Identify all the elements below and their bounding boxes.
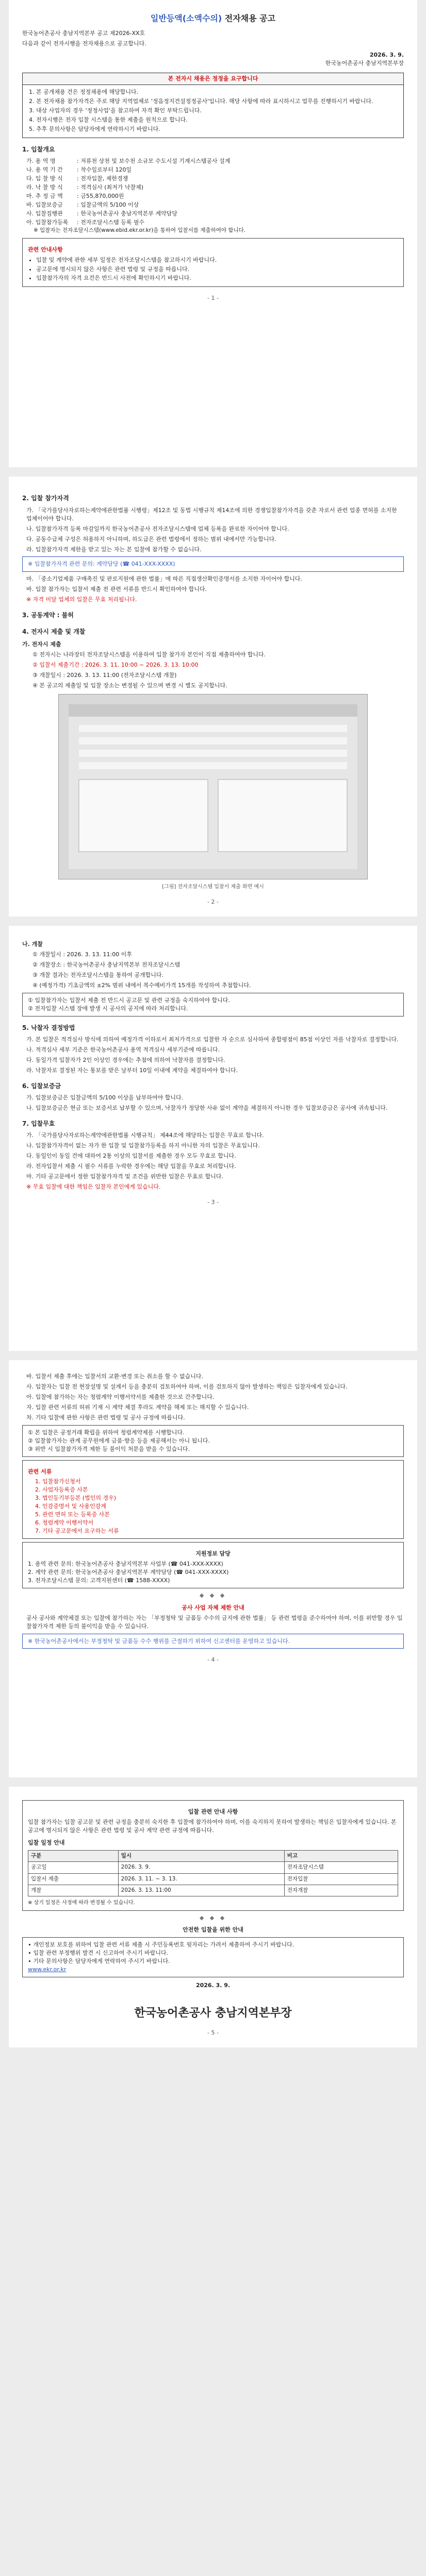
info-item: ① 본 입찰은 공정거래 확립을 위하여 청렴계약제를 시행합니다. <box>28 1429 185 1436</box>
schedule-table <box>28 1850 398 1896</box>
safety-box <box>22 1937 404 1977</box>
paragraph: 차. 기타 입찰에 관한 사항은 관련 법령 및 공사 규정에 따릅니다. <box>26 1414 185 1421</box>
bid-info-box <box>22 1800 404 1910</box>
paragraph: 라. 낙찰자로 결정된 자는 통보를 받은 날부터 10일 이내에 계약을 체결하여야 합니다. <box>26 1066 238 1074</box>
paragraph: 바. 입찰 참가자는 입찰서 제출 전 관련 서류를 반드시 확인하여야 합니다. <box>26 586 207 593</box>
section-title: 5. 낙찰자 결정방법 <box>22 1024 75 1031</box>
page-title: 일반등액(소액수의) 전자채용 공고 <box>150 13 276 23</box>
warning-title: 본 전자시 채용은 정정을 요구합니다 <box>23 73 403 85</box>
list-item: ③ 개찰일시 : 2026. 3. 13. 11:00 (전자조달시스템 개찰) <box>32 671 177 679</box>
contact-title: 지원정보 담당 <box>195 1550 231 1557</box>
screenshot-image <box>58 694 368 879</box>
paragraph: 아. 입찰에 참가하는 자는 청렴계약 이행서약서를 제출한 것으로 간주합니다. <box>26 1393 215 1400</box>
integrity-box <box>22 1425 404 1457</box>
form-illustration <box>69 704 357 869</box>
contact-item: 2. 계약 관련 문의: 한국농어촌공사 충남지역본부 계약담당 (☎ 041-XXX-XXXX) <box>28 1568 229 1575</box>
paragraph: 가. 「국가를당사자로하는계약에관한법률 시행령」제12조 및 동법 시행규칙 제14조에 의한 경쟁입찰참가자격을 갖춘 자로서 관련 업종 면허를 소지한 업체이어야 합니다. <box>26 506 397 522</box>
section-title: 7. 입찰무효 <box>22 1120 55 1128</box>
documents-title: 관련 서류 <box>28 1468 52 1475</box>
warning-line: ※ 자격 미달 업체의 입찰은 무효 처리됩니다. <box>26 596 137 603</box>
info-item: ① 입찰참가자는 입찰서 제출 전 반드시 공고문 및 관련 규정을 숙지하여야 합니다. <box>28 996 230 1004</box>
info-item: ③ 위반 시 입찰참가자격 제한 등 불이익 처분을 받을 수 있습니다. <box>28 1445 190 1452</box>
safety-item: ∙ 입찰 관련 부정행위 발견 시 신고하여 주시기 바랍니다. <box>28 1950 169 1957</box>
table-header: 구분 <box>28 1851 119 1862</box>
website-link[interactable]: www.ekr.or.kr <box>28 1966 67 1973</box>
paragraph: 라. 입찰참가자격 제한을 받고 있는 자는 본 입찰에 참가할 수 없습니다. <box>26 546 202 553</box>
warning-item: 3. 대상 사업자의 경우 '정정사업'을 참고하여 자격 확인 부탁드립니다. <box>36 107 398 115</box>
paragraph: 마. 기타 공고문에서 정한 입찰참가자격 및 조건을 위반한 입찰은 무효로 합니다. <box>26 1173 223 1180</box>
paragraph: 자. 입찰 관련 서류의 허위 기재 시 계약 체결 후라도 계약을 해제 또는 해지할 수 있습니다. <box>26 1403 249 1411</box>
info-item: ② 전자입찰 시스템 장애 발생 시 공사의 공지에 따라 처리합니다. <box>28 1005 188 1012</box>
overview-note: ※ 입찰자는 전자조달시스템(www.ebid.ekr.or.kr)을 통하여 입찰서를 제출하여야 합니다. <box>34 227 246 234</box>
table-row: 공고일 2026. 3. 9. 전자조달시스템 <box>28 1862 398 1873</box>
document-item: 2. 사업자등록증 사본 <box>35 1486 88 1494</box>
table-header: 비고 <box>284 1851 398 1862</box>
page-number: - 5 - <box>207 2029 219 2036</box>
page-number: - 1 - <box>207 295 219 302</box>
contact-box <box>22 1542 404 1588</box>
subsection-title: 나. 개찰 <box>22 941 43 948</box>
info-item: • 입찰 및 계약에 관한 세부 일정은 전자조달시스템을 참고하시기 바랍니다. <box>36 256 398 264</box>
paragraph: 가. 본 입찰은 적격심사 방식에 의하여 예정가격 이하로서 최저가격으로 입찰한 자 순으로 심사하여 종합평점이 85점 이상인 자를 낙찰자로 결정합니다. <box>26 1036 399 1043</box>
warning-item: 5. 추후 문의사항은 담당자에게 연락하시기 바랍니다. <box>36 125 398 133</box>
document-item: 4. 인감증명서 및 사용인감계 <box>35 1503 106 1510</box>
page-3 <box>9 926 417 1351</box>
page-number: - 2 - <box>207 899 219 906</box>
figure-caption: [그림] 전자조달시스템 입찰서 제출 화면 예시 <box>162 884 264 890</box>
page-number: - 4 - <box>207 1656 219 1664</box>
warning-item: 2. 본 전자채용 참가자격은 주로 해당 지역업체로 '정읍정지건설정정공사'입니다. 해당 사항에 따라 표시하시고 업무를 진행하시기 바랍니다. <box>36 97 398 106</box>
table-header: 일시 <box>118 1851 284 1862</box>
page-5 <box>9 1787 417 2047</box>
document-item: 6. 청렴계약 이행서약서 <box>35 1519 94 1527</box>
safety-item: ∙ 개인정보 보호를 위하여 입찰 관련 서류 제출 시 주민등록번호 뒷자리는 가려서 제출하여 주시기 바랍니다. <box>28 1941 294 1948</box>
paragraph: 다. 동일가격 입찰자가 2인 이상인 경우에는 추첨에 의하여 낙찰자를 결정합니다. <box>26 1056 225 1063</box>
table-row: 개찰 2026. 3. 13. 11:00 전자개찰 <box>28 1885 398 1896</box>
safety-title: 안전한 입찰을 위한 안내 <box>183 1926 243 1934</box>
paragraph: 바. 입찰서 제출 후에는 입찰서의 교환·변경 또는 취소를 할 수 없습니다. <box>26 1373 203 1380</box>
table-note: ※ 상기 일정은 사정에 따라 변경될 수 있습니다. <box>28 1900 135 1906</box>
info-item: ② 입찰참가자는 관계 공무원에게 금품·향응 등을 제공해서는 아니 됩니다. <box>28 1437 210 1444</box>
divider: ◆ ◆ ◆ <box>199 1591 227 1599</box>
section-title: 2. 입찰 참가자격 <box>22 495 69 502</box>
paragraph: 다. 동일인이 동일 건에 대하여 2통 이상의 입찰서를 제출한 경우 모두 무효로 합니다. <box>26 1153 236 1160</box>
paragraph: 공사 공사와 계약체결 또는 입찰에 참가하는 자는 「부정청탁 및 금품등 수수의 금지에 관한 법률」 등 관련 법령을 준수하여야 하며, 이를 위반할 경우 입찰참가자격 제한 등의 불이익을 받을 수 있습니다. <box>26 1614 403 1630</box>
bid-info-title: 입찰 관련 안내 사항 <box>188 1808 238 1816</box>
signature-line: 한국농어촌공사 충남지역본부장 <box>134 2007 292 2020</box>
list-item: ④ (예정가격) 기초금액의 ±2% 범위 내에서 복수예비가격 15개를 작성하여 추첨합니다. <box>32 981 251 989</box>
section-title: 3. 공동계약 : 불허 <box>22 612 74 619</box>
table-row: 입찰서 제출 2026. 3. 11. ~ 3. 13. 전자입찰 <box>28 1873 398 1885</box>
warning-list <box>23 85 403 138</box>
paragraph: 가. 입찰보증금은 입찰금액의 5/100 이상을 납부하여야 합니다. <box>26 1094 184 1101</box>
list-item: ② 입찰서 제출기간 : 2026. 3. 11. 10:00 ~ 2026. 3. 13. 10:00 <box>32 661 199 668</box>
list-item: ③ 개찰 결과는 전자조달시스템을 통하여 공개합니다. <box>32 971 163 978</box>
contact-item: 3. 전자조달시스템 문의: 고객지원센터 (☎ 1588-XXXX) <box>28 1577 170 1584</box>
document-item: 3. 법인등기부등본 (법인의 경우) <box>35 1495 117 1502</box>
warning-line: ※ 무효 입찰에 대한 책임은 입찰자 본인에게 있습니다. <box>26 1183 161 1191</box>
paragraph: 나. 입찰참가자격 등록 마감일까지 한국농어촌공사 전자조달시스템에 업체 등록을 완료한 자이어야 합니다. <box>26 525 289 532</box>
notice-intro: 다음과 같이 전자시행을 전자채용으로 공고합니다. <box>22 40 146 47</box>
section-title: 1. 입찰개요 <box>22 145 55 153</box>
paragraph: 나. 적격심사 세부 기준은 한국농어촌공사 용역 적격심사 세부기준에 따릅니다. <box>26 1046 220 1053</box>
list-item: ② 개찰장소 : 한국농어촌공사 충남지역본부 전자조달시스템 <box>32 961 181 968</box>
list-item: ④ 본 공고의 제출일 및 입찰 장소는 변경될 수 있으며 변경 시 별도 공지합니다. <box>32 682 227 689</box>
schedule-title: 입찰 일정 안내 <box>28 1839 65 1846</box>
info-box <box>22 238 404 287</box>
warning-box <box>22 73 404 138</box>
paragraph: 가. 「국가를당사자로하는계약에관한법률 시행규칙」 제44조에 해당하는 입찰은 무효로 합니다. <box>26 1132 264 1139</box>
page-2 <box>9 477 417 917</box>
info-item: • 입찰참가자의 자격 요건은 반드시 사전에 확인하시기 바랍니다. <box>36 274 398 282</box>
overview-row: 라. 낙 찰 방 식 : 적격심사 (최저가 낙찰제) <box>26 183 144 191</box>
overview-row: 아. 입찰참가등록 : 전자조달시스템 등록 필수 <box>26 218 145 226</box>
document-item: 1. 입찰참가신청서 <box>35 1478 81 1485</box>
documents-box <box>22 1460 404 1539</box>
paragraph: 나. 입찰참가자격이 없는 자가 한 입찰 및 입찰참가등록을 하지 아니한 자의 입찰은 무효입니다. <box>26 1142 260 1149</box>
notice-box: ※ 입찰참가자격 관련 문의: 계약담당 (☎ 041-XXX-XXXX) <box>22 556 404 572</box>
paragraph: 라. 전자입찰서 제출 시 필수 서류를 누락한 경우에는 해당 입찰을 무효로 처리합니다. <box>26 1163 236 1170</box>
info-box <box>22 993 404 1016</box>
overview-row: 가. 용 역 명 : 저류천 상천 및 보수천 소규모 수도시설 기계시스템공사 설계 <box>26 157 231 164</box>
overview-row: 바. 입찰보증금 : 입찰금액의 5/100 이상 <box>26 201 139 208</box>
overview-row: 다. 입 찰 방 식 : 전자입찰, 제한경쟁 <box>26 175 128 182</box>
notice-org: 한국농어촌공사 충남지역본부장 <box>325 60 404 66</box>
overview-row: 나. 용 역 기 간 : 착수일로부터 120일 <box>26 166 132 173</box>
section-title: 4. 전자시 제출 및 개찰 <box>22 628 86 635</box>
page-1 <box>9 0 417 467</box>
section-title: 6. 입찰보증금 <box>22 1082 61 1090</box>
paragraph: 마. 「중소기업제품 구매촉진 및 판로지원에 관한 법률」에 따른 직접생산확인증명서를 소지한 자이어야 합니다. <box>26 575 302 583</box>
closing-date: 2026. 3. 9. <box>195 1982 231 1989</box>
notice-box: ※ 한국농어촌공사에서는 부정청탁 및 금품등 수수 행위를 근절하기 위하여 신고센터를 운영하고 있습니다. <box>22 1634 404 1649</box>
notice-number: 한국농어촌공사 충남지역본부 공고 제2026-XX호 <box>22 30 145 37</box>
info-item: • 공고문에 명시되지 않은 사항은 관련 법령 및 규정을 따릅니다. <box>36 265 398 274</box>
list-item: ① 전자시는 나라장터 전자조달시스템을 이용하여 입찰 참가자 본인이 직접 제출하여야 합니다. <box>32 651 266 658</box>
contact-item: 1. 용역 관련 문의: 한국농어촌공사 충남지역본부 사업부 (☎ 041-XXX-XXXX) <box>28 1560 223 1567</box>
page-4 <box>9 1360 417 1777</box>
paragraph: 사. 입찰자는 입찰 전 현장설명 및 설계서 등을 충분히 검토하여야 하며, 이를 검토하지 않아 발생하는 책임은 입찰자에게 있습니다. <box>26 1383 348 1390</box>
paragraph: 다. 공동수급체 구성은 허용하지 아니하며, 하도급은 관련 법령에서 정하는 범위 내에서만 가능합니다. <box>26 535 276 543</box>
page-number: - 3 - <box>207 1199 219 1206</box>
overview-row: 사. 입찰집행관 : 한국농어촌공사 충남지역본부 계약담당 <box>26 210 177 217</box>
bid-info-body: 입찰 참가자는 입찰 공고문 및 관련 규정을 충분히 숙지한 후 입찰에 참가하여야 하며, 이를 숙지하지 못하여 발생하는 책임은 입찰자에게 있습니다. 본 공고에 명시되지 않은 사항은 관련 법령 및 공사 계약 관련 규정에 따릅니다. <box>28 1819 397 1834</box>
info-box-title: 관련 안내사항 <box>28 246 63 253</box>
warning-item: 4. 전자시행은 전자 입찰 시스템을 통한 제출을 원칙으로 합니다. <box>36 116 398 124</box>
document-item: 7. 기타 공고문에서 요구하는 서류 <box>35 1528 119 1535</box>
divider: ◆ ◆ ◆ <box>199 1914 227 1921</box>
subsection-title: 가. 전자시 제출 <box>22 640 61 648</box>
restriction-title: 공사 사업 자체 제한 안내 <box>182 1604 244 1611</box>
warning-item: 1. 본 공개채용 건은 정정채용에 해당합니다. <box>36 88 398 96</box>
list-item: ① 개찰일시 : 2026. 3. 13. 11:00 이후 <box>32 951 132 958</box>
safety-item: ∙ 기타 문의사항은 담당자에게 연락하여 주시기 바랍니다. <box>28 1958 170 1965</box>
paragraph: 나. 입찰보증금은 현금 또는 보증서로 납부할 수 있으며, 낙찰자가 정당한 사유 없이 계약을 체결하지 아니한 경우 입찰보증금은 공사에 귀속됩니다. <box>26 1105 388 1112</box>
notice-date: 2026. 3. 9. <box>369 52 404 59</box>
overview-row: 마. 추 정 금 액 : 금55,870,000원 <box>26 192 124 199</box>
document-item: 5. 관련 면허 또는 등록증 사본 <box>35 1511 110 1518</box>
